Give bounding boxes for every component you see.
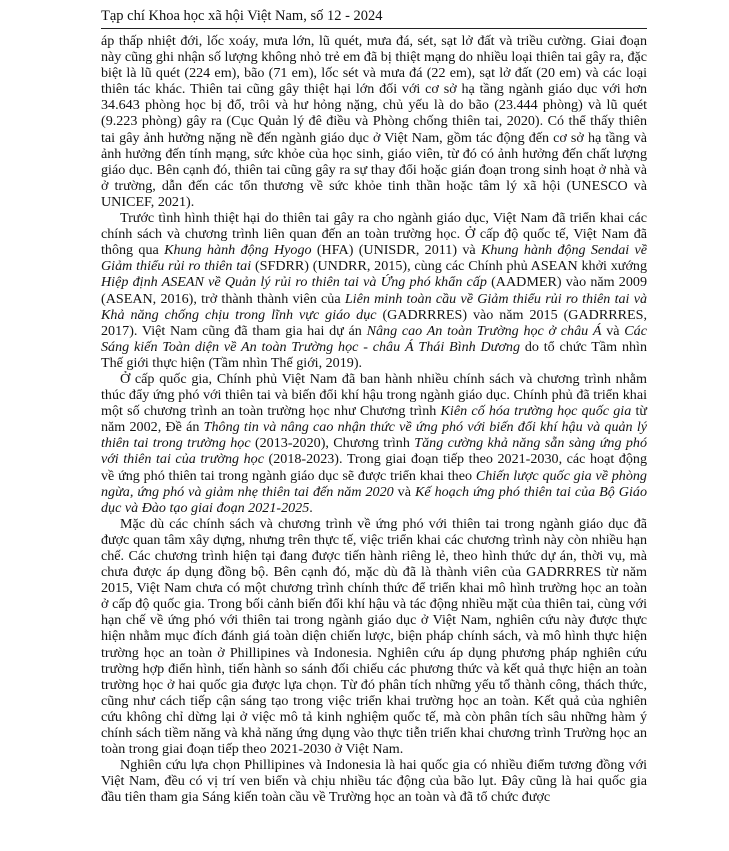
italic-title-text: Chiến lược quốc gia về phòng ngừa, ứng phó và giảm nhẹ thiên tai đến năm 2020: [101, 467, 647, 500]
paragraph-1: [101, 33, 647, 210]
body-text-run: và: [601, 322, 625, 339]
italic-title-text: Nâng cao An toàn Trường học ở châu Á: [366, 322, 602, 339]
body-text-run: Ở cấp quốc gia, Chính phủ Việt Nam đã ban hành nhiều chính sách và chương trình nhằm thúc đẩy ứng phó với thiên tai và biến đổi khí hậu trong ngành giáo dục. Chính phủ đã triển khai một số chương trình an toàn trường học như Chương trình: [101, 370, 647, 420]
italic-title-text: Hiệp định ASEAN về Quản lý rủi ro thiên tai và Ứng phó khẩn cấp: [101, 274, 487, 291]
body-text-run: (GADRRRES) vào năm 2015 (GADRRRES, 2017). Việt Nam cũng đã tham gia hai dự án: [101, 306, 647, 339]
paragraph-3: [101, 371, 647, 516]
italic-title-text: Tăng cường khả năng sẵn sàng ứng phó với thiên tai của trường học: [101, 435, 647, 468]
italic-title-text: Các Sáng kiến Toàn diện về An toàn Trường học - châu Á Thái Bình Dương: [101, 322, 647, 355]
header-rule: [101, 28, 647, 29]
italic-title-text: Kiên cố hóa trường học quốc gia: [440, 403, 632, 420]
body-text-run: (HFA) (UNISDR, 2011) và: [311, 242, 481, 259]
body-text-run: (2018-2023). Trong giai đoạn tiếp theo 2021-2030, các hoạt động về ứng phó thiên tai trong ngành giáo dục sẽ được triển khai theo: [101, 451, 647, 484]
body-text-run: do tổ chức Tầm nhìn Thế giới thực hiện (Tầm nhìn Thế giới, 2019).: [101, 338, 648, 371]
body-text-run: (2013-2020), Chương trình: [250, 435, 415, 452]
body-text-run: áp thấp nhiệt đới, lốc xoáy, mưa lớn, lũ quét, mưa đá, sét, sạt lở đất và triều cường. Giai đoạn này cũng ghi nhận số lượng không nhỏ trẻ em đã bị thiệt mạng do nhiều loại thiên tai gây ra, đặc biệt là lũ quét (224 em), bão (71 em), lốc sét và mưa đá (22 em), sạt lở đất (20 em) và các loại thiên tác khác. Thiên tai cũng gây thiệt hại lớn đối với cơ sở hạ tầng ngành giáo dục với hơn 34.643 phòng học bị đổ, trôi và hư hỏng nặng, chủ yếu là do bão (23.444 phòng) và lũ quét (9.223 phòng) gây ra (Cục Quản lý đê điều và Phòng chống thiên tai, 2020). Có thể thấy thiên tai gây ảnh hưởng nặng nề đến ngành giáo dục ở Việt Nam, gồm tác động đến cơ sở hạ tầng và ảnh hưởng đến tính mạng, sức khỏe của học sinh, giáo viên, từ đó có ảnh hưởng đến chất lượng giáo dục. Bên cạnh đó, thiên tai cũng gây ra sự thay đổi hoặc gián đoạn trong sinh hoạt ở nhà và ở trường, dẫn đến các tổn thương về sức khỏe tinh thần hoặc tâm lý xã hội (UNESCO và UNICEF, 2021).: [101, 33, 647, 210]
italic-title-text: Liên minh toàn cầu về Giảm thiểu rủi ro thiên tai và Khả năng chống chịu trong lĩnh vực giáo dục: [101, 290, 647, 323]
running-header: Tạp chí Khoa học xã hội Việt Nam, số 12 - 2024: [101, 8, 383, 24]
body-text-run: từ năm 2002, Đề án: [101, 403, 648, 436]
body-text-run: và: [393, 483, 415, 500]
body-text-run: .: [309, 499, 313, 516]
body-text-run: Nghiên cứu lựa chọn Phillipines và Indonesia là hai quốc gia có nhiều điểm tương đồng với Việt Nam, đều có vị trí ven biển và chịu nhiều tác động của bão lụt. Đây cũng là hai quốc gia đầu tiên tham gia Sáng kiến toàn cầu về Trường học an toàn và đã tổ chức được: [101, 757, 647, 806]
body-text-run: (SFDRR) (UNDRR, 2015), cùng các Chính phủ ASEAN khởi xướng: [251, 258, 647, 275]
italic-title-text: Thông tin và nâng cao nhận thức về ứng phó với biến đổi khí hậu và quản lý thiên tai trong trường học: [101, 419, 647, 452]
paragraph-2: [101, 210, 647, 371]
body-text-run: (AADMER) vào năm 2009 (ASEAN, 2016), trở thành thành viên của: [101, 274, 647, 307]
italic-title-text: Khung hành động Hyogo: [164, 242, 312, 259]
article-body: [101, 33, 647, 806]
italic-title-text: Kế hoạch ứng phó thiên tai của Bộ Giáo dục và Đào tạo giai đoạn 2021-2025: [101, 483, 647, 516]
paragraph-4: [101, 516, 647, 757]
body-text-run: Mặc dù các chính sách và chương trình về ứng phó với thiên tai trong ngành giáo dục đã được quan tâm xây dựng, nhưng trên thực tế, việc triển khai các chương trình này còn nhiều hạn chế. Các chương trình hiện tại đang được tiến hành riêng lẻ, theo hình thức dự án, thời vụ, mà chưa được áp dụng đồng bộ. Bên cạnh đó, mặc dù đã là thành viên của GADRRRES từ năm 2015, Việt Nam chưa có một chương trình chính thức để triển khai mô hình trường học an toàn ở cấp độ quốc gia. Trong bối cảnh biến đổi khí hậu và tác động nhiều mặt của thiên tai, cùng với hạn chế về ứng phó với thiên tai trong ngành giáo dục ở Việt Nam, nghiên cứu này được thực hiện nhằm mục đích đánh giá toàn diện chiến lược, biện pháp chính sách, và mô hình thực hiện trường học an toàn ở Phillipines và Indonesia. Nghiên cứu áp dụng phương pháp nghiên cứu trường hợp điển hình, tiến hành so sánh đối chiếu các phương thức và kết quả thực hiện an toàn trường học ở hai quốc gia được lựa chọn. Từ đó phân tích những yếu tố thành công, thách thức, cũng như cách tiếp cận sáng tạo trong việc triển khai trường học an toàn. Kết quả của nghiên cứu không chỉ dừng lại ở việc mô tả kinh nghiệm quốc tế, mà còn phân tích sâu những hàm ý chính sách tiềm năng và khả năng ứng dụng vào thực tiễn triển khai chương trình Trường học an toàn trong giai đoạn tiếp theo 2021-2030 ở Việt Nam.: [101, 515, 647, 758]
italic-title-text: Khung hành động Sendai về Giảm thiểu rủi ro thiên tai: [101, 242, 648, 275]
body-text-run: Trước tình hình thiệt hại do thiên tai gây ra cho ngành giáo dục, Việt Nam đã triển khai các chính sách và chương trình liên quan đến an toàn trường học. Ở cấp độ quốc tế, Việt Nam đã thông qua: [101, 210, 647, 259]
paragraph-5: [101, 757, 647, 805]
